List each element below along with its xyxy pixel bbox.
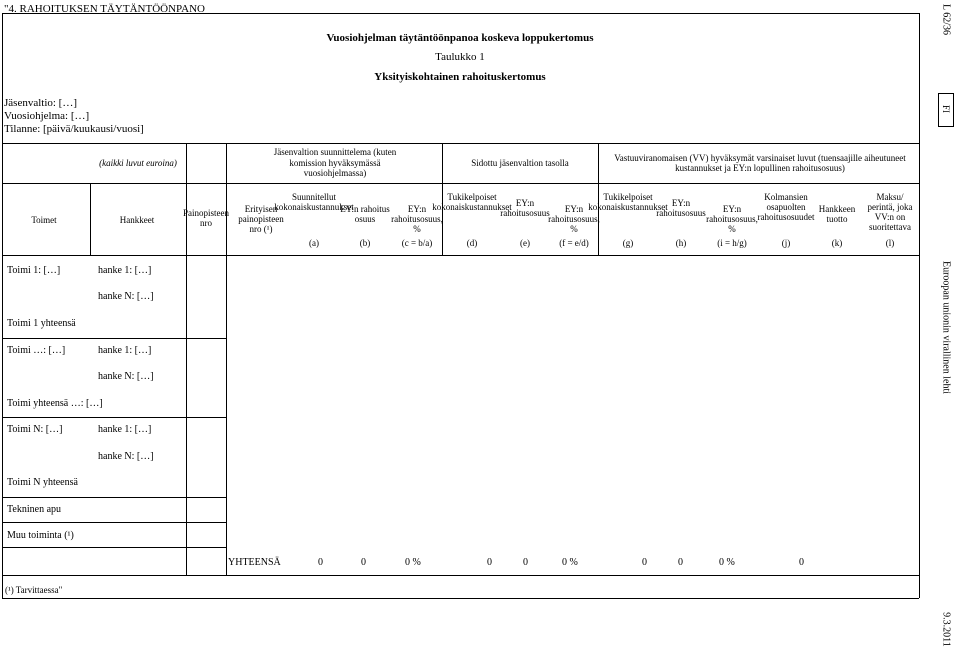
col-header-g: Tukikelpoiset kokonaiskustannukset <box>588 192 668 213</box>
col-header-h: EY:n rahoitusosuus <box>656 198 706 219</box>
project-row: hanke N: […] <box>98 451 154 462</box>
action-n-total: Toimi N yhteensä <box>7 477 78 488</box>
col-header-j: Kolmansien osapuolten rahoitusosuudet <box>757 192 815 223</box>
col-header-actions: Toimet <box>31 215 57 225</box>
row-rule <box>2 522 226 523</box>
col-letter-k: (k) <box>831 238 843 248</box>
project-row: hanke 1: […] <box>98 265 152 276</box>
col-header-specific-priority: Erityisen painopisteen nro (¹) <box>238 204 284 235</box>
action-x-total: Toimi yhteensä …: […] <box>7 398 103 409</box>
col-letter-l: (l) <box>885 238 895 248</box>
table-border-left <box>2 13 3 598</box>
table-subtitle: Yksityiskohtainen rahoituskertomus <box>374 71 546 83</box>
col-letter-h: (h) <box>675 238 687 248</box>
action-1-total: Toimi 1 yhteensä <box>7 318 76 329</box>
table-border-bottom <box>2 598 919 599</box>
publication-date: 9.3.2011 <box>940 612 952 647</box>
col-letter-j: (j) <box>781 238 791 248</box>
row-rule <box>2 417 226 418</box>
table-border-top <box>2 13 919 14</box>
row-rule <box>2 497 226 498</box>
project-row: hanke N: […] <box>98 291 154 302</box>
totals-rule <box>2 575 919 576</box>
annual-program: Vuosiohjelma: […] <box>4 110 90 122</box>
total-f: 0 % <box>562 557 578 568</box>
col-letter-i: (i = h/g) <box>717 238 747 248</box>
total-i: 0 % <box>719 557 735 568</box>
col-letter-b: (b) <box>359 238 371 248</box>
row-rule <box>2 338 226 339</box>
col-header-c: EY:n rahoitusosuus, % <box>391 204 443 235</box>
col-header-d: Tukikelpoiset kokonaiskustannukset <box>432 192 512 213</box>
header-rule <box>2 143 919 144</box>
total-j: 0 <box>799 557 804 568</box>
total-a: 0 <box>318 557 323 568</box>
row-rule <box>2 547 226 548</box>
col-header-priority: Painopisteen nro <box>183 208 229 229</box>
col-header-f: EY:n rahoitusosuus, % <box>548 204 600 235</box>
footnote: (¹) Tarvittaessa" <box>5 585 63 595</box>
col-header-l: Maksu/ perintä, joka VV:n on suoritettava <box>867 192 913 233</box>
committed-group-header: Sidottu jäsenvaltion tasolla <box>471 157 569 168</box>
total-g: 0 <box>642 557 647 568</box>
col-header-projects: Hankkeet <box>119 215 155 225</box>
col-header-e: EY:n rahoitusosuus <box>500 198 550 219</box>
table-border-right <box>919 13 920 598</box>
status-date: Tilanne: [päivä/kuukausi/vuosi] <box>4 123 144 135</box>
total-c: 0 % <box>405 557 421 568</box>
total-e: 0 <box>523 557 528 568</box>
col-header-i: EY:n rahoitusosuus, % <box>706 204 758 235</box>
col-letter-c: (c = b/a) <box>401 238 433 248</box>
col-header-a: Suunnitellut kokonaiskustannukset <box>274 192 354 213</box>
technical-assistance: Tekninen apu <box>7 504 62 515</box>
action-x: Toimi …: […] <box>7 345 66 356</box>
total-b: 0 <box>361 557 366 568</box>
col-rule <box>90 183 91 255</box>
total-h: 0 <box>678 557 683 568</box>
project-row: hanke N: […] <box>98 371 154 382</box>
col-header-b: EY:n rahoitus osuus <box>340 204 390 225</box>
project-row: hanke 1: […] <box>98 345 152 356</box>
other-activity: Muu toiminta (¹) <box>7 530 74 541</box>
col-letter-g: (g) <box>622 238 634 248</box>
language-code: FI <box>941 104 951 113</box>
project-row: hanke 1: […] <box>98 424 152 435</box>
col-letter-a: (a) <box>309 238 319 248</box>
total-d: 0 <box>487 557 492 568</box>
responsible-group-header: Vastuuviranomaisen (VV) hyväksymät varsinaiset luvut (tuensaajille aiheutuneet kustannukset ja EY:n lopullinen rahoitusosuus) <box>614 152 906 173</box>
action-n: Toimi N: […] <box>7 424 63 435</box>
euros-note: (kaikki luvut euroina) <box>99 157 177 168</box>
planned-group-header: Jäsenvaltion suunnittelema (kuten komission hyväksymässä vuosiohjelmassa) <box>273 147 397 179</box>
action-1: Toimi 1: […] <box>7 265 61 276</box>
col-letter-d: (d) <box>466 238 478 248</box>
section-heading: "4. RAHOITUKSEN TÄYTÄNTÖÖNPANO <box>4 3 205 15</box>
journal-name: Euroopan unionin virallinen lehti <box>940 260 952 395</box>
total-label: YHTEENSÄ <box>228 557 281 568</box>
col-header-k: Hankkeen tuotto <box>818 204 856 225</box>
header-rule <box>2 183 919 184</box>
report-title: Vuosiohjelman täytäntöönpanoa koskeva loppukertomus <box>326 32 594 44</box>
col-letter-f: (f = e/d) <box>559 238 589 248</box>
col-letter-e: (e) <box>520 238 530 248</box>
page-number: L 62/36 <box>940 3 952 35</box>
table-number: Taulukko 1 <box>435 51 485 63</box>
member-state: Jäsenvaltio: […] <box>4 97 78 109</box>
